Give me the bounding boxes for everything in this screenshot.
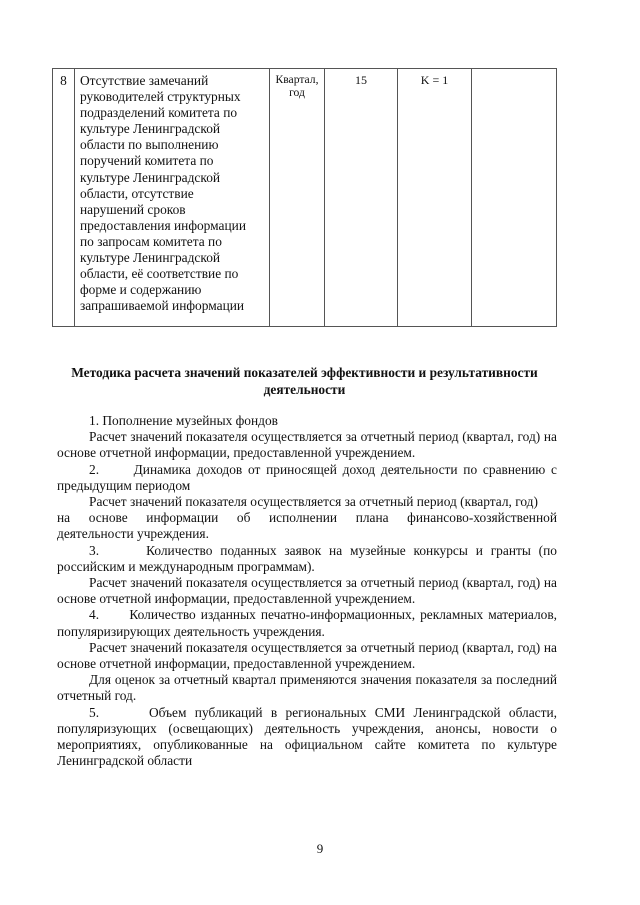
item-2-text-line: на основе информации об исполнении плана финансово-хозяйственной	[57, 510, 557, 526]
item-4-text: Расчет значений показателя осуществляется за отчетный период (квартал, год) на основе отчетной информации, предоставленной учреждением.	[57, 639, 557, 672]
item-3-text: Расчет значений показателя осуществляется за отчетный период (квартал, год) на основе отчетной информации, предоставленной учреждением.	[57, 575, 557, 607]
description-line: культуре Ленинградской	[80, 250, 221, 266]
item-2-title	[57, 462, 557, 494]
description-line: запрашиваемой информации	[80, 298, 245, 314]
description-line: поручений комитета по	[80, 153, 214, 169]
period-line: год	[289, 86, 305, 99]
description-line: по запросам комитета по	[80, 233, 222, 249]
description-line: подразделений комитета по	[80, 105, 238, 121]
item-1-title: 1. Пополнение музейных фондов	[89, 413, 278, 428]
description-line: предоставления информации	[80, 217, 247, 233]
item-2-number: 2.	[89, 461, 100, 477]
item-3-title	[57, 543, 557, 575]
description-line: Отсутствие замечаний	[80, 73, 209, 88]
period-cell	[270, 69, 325, 327]
indicator-description	[75, 69, 270, 327]
coefficient-cell: K = 1	[398, 69, 472, 327]
item-4-note: Для оценок за отчетный квартал применяются значения показателя за последний отчетный год.	[57, 672, 557, 704]
description-line: культуре Ленинградской	[80, 121, 221, 137]
weight-cell: 15	[325, 69, 398, 327]
item-1-text: Расчет значений показателя осуществляется за отчетный период (квартал, год) на основе отчетной информации, предоставленной учреждением.	[57, 429, 557, 461]
item-5-number: 5.	[89, 704, 100, 720]
section-heading	[52, 364, 557, 398]
item-4-title	[57, 607, 557, 639]
description-line: культуре Ленинградской	[80, 169, 221, 185]
period-line: Квартал,	[275, 73, 319, 86]
description-line: форме и содержанию	[80, 282, 202, 298]
description-line: области, её соответствие по	[80, 266, 239, 282]
description-line: нарушений сроков	[80, 201, 186, 217]
item-2-text-line: деятельности учреждения.	[57, 526, 209, 542]
item-5-title-text: Объем публикаций в региональных СМИ Ленинградской области, популяризующих (освещающих) деятельность учреждения, анонсы, новости о мероприятиях, опубликованные на официальном сайте комитета по культуре Ленинградской области	[57, 704, 557, 769]
description-line: руководителей структурных	[80, 89, 241, 105]
heading-line: Методика расчета значений показателей эффективности и результативности	[71, 365, 538, 380]
item-4-title-text: Количество изданных печатно-информационных, рекламных материалов, популяризирующих деятельность учреждения.	[57, 607, 557, 639]
description-line: области по выполнению	[80, 137, 219, 153]
item-3-number: 3.	[89, 542, 100, 558]
table-row	[53, 69, 557, 327]
document-body	[57, 413, 557, 769]
heading-line: деятельности	[263, 382, 346, 397]
item-3-title-text: Количество поданных заявок на музейные конкурсы и гранты (по российским и международным программам).	[57, 542, 557, 574]
item-4-number: 4.	[89, 607, 100, 623]
item-5-title	[57, 705, 557, 770]
empty-cell	[472, 69, 557, 327]
item-2-text-line: Расчет значений показателя осуществляется за отчетный период (квартал, год)	[89, 494, 538, 510]
description-line: области, отсутствие	[80, 185, 194, 201]
indicator-table	[52, 68, 557, 327]
page-number: 9	[316, 841, 324, 856]
item-2-title-text: Динамика доходов от приносящей доход деятельности по сравнению с предыдущим периодом	[57, 461, 557, 493]
row-number: 8	[53, 69, 75, 327]
